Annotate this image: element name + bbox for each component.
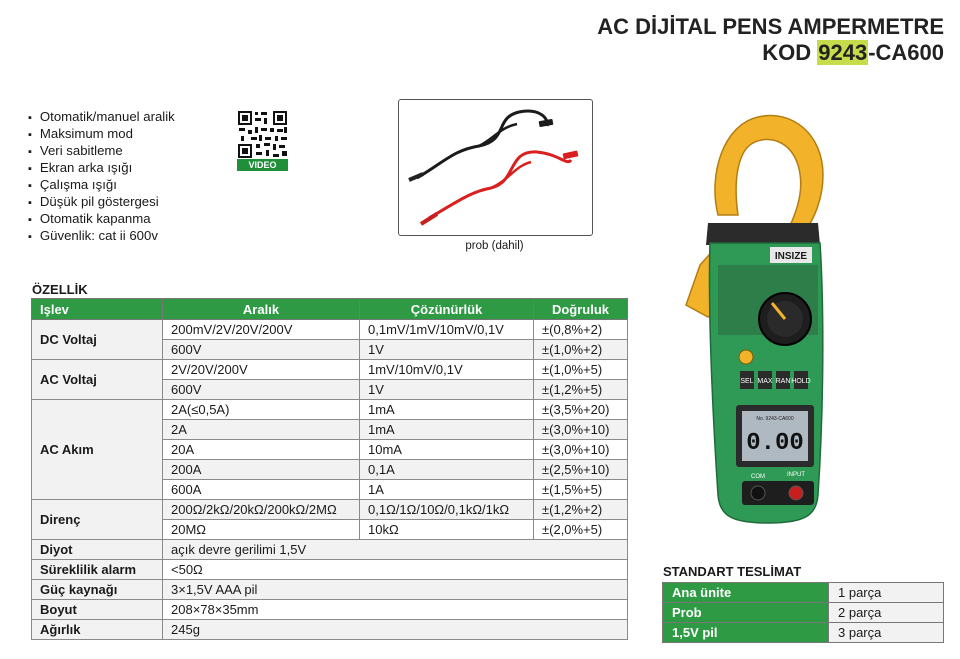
- resolution-cell: 1mA: [360, 420, 534, 440]
- accuracy-cell: ±(3,0%+10): [534, 420, 628, 440]
- code-highlight: 9243: [818, 40, 868, 65]
- table-row: [663, 623, 944, 643]
- meter-button-label: HOLD: [791, 378, 811, 385]
- resolution-cell: 0,1A: [360, 460, 534, 480]
- value-cell: <50Ω: [163, 560, 628, 580]
- clamp-meter-icon: [678, 105, 838, 529]
- resolution-cell: 10kΩ: [360, 520, 534, 540]
- accuracy-cell: ±(3,0%+10): [534, 440, 628, 460]
- range-cell: 200mV/2V/20V/200V: [163, 320, 360, 340]
- feature-item: ▪ Veri sabitleme: [28, 143, 175, 160]
- delivery-item: 1,5V pil: [663, 623, 829, 643]
- accuracy-cell: ±(1,2%+2): [534, 500, 628, 520]
- clamp-meter-image: [678, 105, 838, 529]
- accuracy-cell: ±(3,5%+20): [534, 400, 628, 420]
- table-row: [32, 540, 628, 560]
- delivery-title: STANDART TESLİMAT: [663, 564, 802, 579]
- col-header: Işlev: [32, 299, 163, 320]
- range-cell: 2A(≤0,5A): [163, 400, 360, 420]
- value-cell: 208×78×35mm: [163, 600, 628, 620]
- meter-display: 0.00: [746, 430, 804, 457]
- accuracy-cell: ±(0,8%+2): [534, 320, 628, 340]
- feature-item: ▪ Otomatik kapanma: [28, 211, 175, 228]
- function-label: Direnç: [32, 500, 163, 540]
- range-cell: 20A: [163, 440, 360, 460]
- delivery-qty: 3 parça: [829, 623, 944, 643]
- table-row: [663, 603, 944, 623]
- function-label: Güç kaynağı: [32, 580, 163, 600]
- resolution-cell: 10mA: [360, 440, 534, 460]
- resolution-cell: 0,1Ω/1Ω/10Ω/0,1kΩ/1kΩ: [360, 500, 534, 520]
- qr-code-icon: [237, 110, 288, 159]
- resolution-cell: 1mA: [360, 400, 534, 420]
- table-row: [32, 600, 628, 620]
- function-label: Süreklilik alarm: [32, 560, 163, 580]
- col-header: Aralık: [163, 299, 360, 320]
- table-row: [32, 360, 628, 380]
- specs-table: [31, 298, 628, 640]
- test-leads-icon: [399, 100, 592, 235]
- product-title: [597, 14, 944, 66]
- function-label: Boyut: [32, 600, 163, 620]
- com-label: COM: [751, 474, 765, 480]
- resolution-cell: 1V: [360, 340, 534, 360]
- specs-title: ÖZELLİK: [32, 282, 88, 297]
- feature-item: ▪ Çalışma ışığı: [28, 177, 175, 194]
- feature-item: ▪ Otomatik/manuel aralik: [28, 109, 175, 126]
- range-cell: 2A: [163, 420, 360, 440]
- probe-caption: prob (dahil): [465, 240, 524, 252]
- value-cell: 3×1,5V AAA pil: [163, 580, 628, 600]
- accuracy-cell: ±(1,0%+2): [534, 340, 628, 360]
- delivery-qty: 2 parça: [829, 603, 944, 623]
- range-cell: 600V: [163, 380, 360, 400]
- accuracy-cell: ±(2,0%+5): [534, 520, 628, 540]
- range-cell: 20MΩ: [163, 520, 360, 540]
- function-label: Diyot: [32, 540, 163, 560]
- resolution-cell: 1V: [360, 380, 534, 400]
- table-row: [32, 400, 628, 420]
- table-row: [32, 320, 628, 340]
- meter-brand: INSIZE: [774, 251, 808, 262]
- resolution-cell: 1mV/10mV/0,1V: [360, 360, 534, 380]
- delivery-table: [662, 582, 944, 643]
- input-label: INPUT: [787, 472, 805, 478]
- resolution-cell: 1A: [360, 480, 534, 500]
- code-suffix: -CA600: [868, 40, 944, 65]
- accuracy-cell: ±(1,2%+5): [534, 380, 628, 400]
- value-cell: 245g: [163, 620, 628, 640]
- table-row: [32, 560, 628, 580]
- function-label: DC Voltaj: [32, 320, 163, 360]
- function-label: AC Voltaj: [32, 360, 163, 400]
- range-cell: 200A: [163, 460, 360, 480]
- accuracy-cell: ±(2,5%+10): [534, 460, 628, 480]
- feature-list: [28, 109, 175, 245]
- range-cell: 2V/20V/200V: [163, 360, 360, 380]
- range-cell: 600V: [163, 340, 360, 360]
- accuracy-cell: ±(1,5%+5): [534, 480, 628, 500]
- function-label: Ağırlık: [32, 620, 163, 640]
- feature-item: ▪ Düşük pil göstergesi: [28, 194, 175, 211]
- resolution-cell: 0,1mV/1mV/10mV/0,1V: [360, 320, 534, 340]
- delivery-item: Prob: [663, 603, 829, 623]
- table-row: [32, 500, 628, 520]
- probe-image: [398, 99, 593, 236]
- feature-item: ▪ Ekran arka ışığı: [28, 160, 175, 177]
- meter-button-label: MAX: [757, 378, 773, 385]
- table-row: [32, 580, 628, 600]
- delivery-item: Ana ünite: [663, 583, 829, 603]
- product-code: [597, 40, 944, 66]
- meter-model: No. 9243-CA600: [756, 416, 794, 422]
- col-header: Çözünürlük: [360, 299, 534, 320]
- meter-button-label: RAN: [775, 378, 791, 385]
- video-qr-code[interactable]: [237, 110, 288, 172]
- value-cell: açık devre gerilimi 1,5V: [163, 540, 628, 560]
- col-header: Doğruluk: [534, 299, 628, 320]
- specs-header-row: [32, 299, 628, 320]
- range-cell: 200Ω/2kΩ/20kΩ/200kΩ/2MΩ: [163, 500, 360, 520]
- meter-button-label: SEL: [740, 378, 754, 385]
- range-cell: 600A: [163, 480, 360, 500]
- table-row: [663, 583, 944, 603]
- code-prefix: KOD: [762, 40, 818, 65]
- function-label: AC Akım: [32, 400, 163, 500]
- feature-item: ▪ Güvenlik: cat ii 600v: [28, 228, 175, 245]
- feature-item: ▪ Maksimum mod: [28, 126, 175, 143]
- product-name: AC DİJİTAL PENS AMPERMETRE: [597, 14, 944, 39]
- accuracy-cell: ±(1,0%+5): [534, 360, 628, 380]
- table-row: [32, 620, 628, 640]
- delivery-qty: 1 parça: [829, 583, 944, 603]
- video-label: VIDEO: [237, 159, 288, 171]
